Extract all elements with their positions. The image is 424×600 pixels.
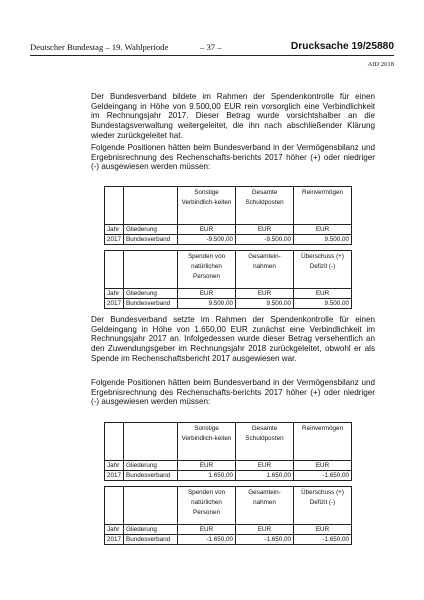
table-header-row <box>105 187 352 225</box>
gliederung-header: Gliederung <box>124 461 178 471</box>
page-number: – 37 – <box>200 42 222 52</box>
table-3 <box>104 422 352 481</box>
table-cell <box>124 487 178 525</box>
year-header: Jahr <box>105 289 124 299</box>
unit-label: EUR <box>236 461 294 471</box>
value-cell: 9.500,00 <box>178 299 236 309</box>
table-4 <box>104 486 352 545</box>
table-cell <box>105 187 124 225</box>
table-cell <box>124 187 178 225</box>
gliederung-cell: Bundesverband <box>124 471 178 481</box>
year-cell: 2017 <box>105 235 124 245</box>
value-cell: 9.500,00 <box>294 235 352 245</box>
year-header: Jahr <box>105 525 124 535</box>
table-1 <box>104 186 352 245</box>
table-header-row <box>105 251 352 289</box>
column-header: Gesamte Schuldposten <box>236 423 294 461</box>
unit-label: EUR <box>294 225 352 235</box>
value-cell: 9.500,00 <box>236 299 294 309</box>
value-cell: -1.650,00 <box>294 471 352 481</box>
unit-label: EUR <box>178 525 236 535</box>
column-header: Spenden von natürlichen Personen <box>178 487 236 525</box>
unit-label: EUR <box>294 525 352 535</box>
column-header: Sonstige Verbindlich-keiten <box>178 423 236 461</box>
table-cell <box>124 251 178 289</box>
value-cell: 9.500,00 <box>294 299 352 309</box>
unit-label: EUR <box>178 461 236 471</box>
year-cell: 2017 <box>105 535 124 545</box>
year-cell: 2017 <box>105 299 124 309</box>
column-header: Überschuss (+) Defizit (-) <box>294 251 352 289</box>
column-header: Gesamtein-nahmen <box>236 487 294 525</box>
unit-label: EUR <box>178 289 236 299</box>
value-cell: -1.650,00 <box>236 535 294 545</box>
table-2 <box>104 250 352 309</box>
year-header: Jahr <box>105 225 124 235</box>
gliederung-cell: Bundesverband <box>124 235 178 245</box>
table-unit-row <box>105 461 352 471</box>
paragraph-4: Folgende Positionen hätten beim Bundesverband in der Vermögensbilanz und Ergebnisrechnung des Rechenschafts-berichts 2017 höher (+) oder niedriger (-) ausgewiesen werden müssen: <box>91 378 375 407</box>
table-header-row <box>105 423 352 461</box>
table-unit-row <box>105 525 352 535</box>
table-unit-row <box>105 225 352 235</box>
year-cell: 2017 <box>105 471 124 481</box>
gliederung-header: Gliederung <box>124 225 178 235</box>
paragraph-1: Der Bundesverband bildete im Rahmen der Spendenkontrolle für einen Geldeingang in Höhe von 9.500,00 EUR rein vorsorglich eine Verbindlichkeit im Rechnungsjahr 2017. Dieser Betrag wurde vorsichtshalber an die Bundestagsverwaltung weitergeleitet, die ihn nach abschließender Klärung wieder zurückgeleitet hat. <box>91 92 375 140</box>
column-header: Spenden von natürlichen Personen <box>178 251 236 289</box>
gliederung-header: Gliederung <box>124 525 178 535</box>
paragraph-2: Folgende Positionen hätten beim Bundesverband in der Vermögensbilanz und Ergebnisrechnung des Rechenschafts-berichts 2017 höher (+) oder niedriger (-) ausgewiesen werden müssen: <box>91 143 375 172</box>
column-header: Reinvermögen <box>294 423 352 461</box>
value-cell: -9.500,00 <box>178 235 236 245</box>
header-parliament: Deutscher Bundestag – 19. Wahlperiode <box>30 42 169 52</box>
column-header: Gesamtein-nahmen <box>236 251 294 289</box>
document-number: Drucksache 19/25880 <box>290 41 394 52</box>
table-header-row <box>105 487 352 525</box>
unit-label: EUR <box>236 525 294 535</box>
table-cell <box>124 423 178 461</box>
gliederung-cell: Bundesverband <box>124 299 178 309</box>
unit-label: EUR <box>294 289 352 299</box>
value-cell: -1.650,00 <box>294 535 352 545</box>
value-cell: 1.650,00 <box>178 471 236 481</box>
page-header <box>30 42 394 54</box>
unit-label: EUR <box>236 225 294 235</box>
header-rule <box>30 55 394 56</box>
table-row <box>105 471 352 481</box>
unit-label: EUR <box>294 461 352 471</box>
party-code: AfD 2018 <box>367 61 394 68</box>
gliederung-cell: Bundesverband <box>124 535 178 545</box>
unit-label: EUR <box>236 289 294 299</box>
table-row <box>105 535 352 545</box>
table-cell <box>105 423 124 461</box>
table-row <box>105 235 352 245</box>
paragraph-3: Der Bundesverband setzte im Rahmen der Spendenkontrolle für einen Geldeingang in Höhe von 1.650,00 EUR zunächst eine Verbindlichkeit im Rechnungsjahr 2017 an. Infolgedessen wurde dieser Betrag versehentlich an den Zuwendungsgeber im Rechnungsjahr 2018 zurückgeleitet, obwohl er als Spende im Rechenschaftsbericht 2017 ausgewiesen war. <box>91 315 375 363</box>
year-header: Jahr <box>105 461 124 471</box>
column-header: Gesamte Schuldposten <box>236 187 294 225</box>
table-row <box>105 299 352 309</box>
value-cell: -9.500,00 <box>236 235 294 245</box>
table-cell <box>105 251 124 289</box>
unit-label: EUR <box>178 225 236 235</box>
value-cell: 1.650,00 <box>236 471 294 481</box>
column-header: Überschuss (+) Defizit (-) <box>294 487 352 525</box>
table-cell <box>105 487 124 525</box>
column-header: Sonstige Verbindlich-keiten <box>178 187 236 225</box>
gliederung-header: Gliederung <box>124 289 178 299</box>
value-cell: -1.650,00 <box>178 535 236 545</box>
table-unit-row <box>105 289 352 299</box>
column-header: Reinvermögen <box>294 187 352 225</box>
